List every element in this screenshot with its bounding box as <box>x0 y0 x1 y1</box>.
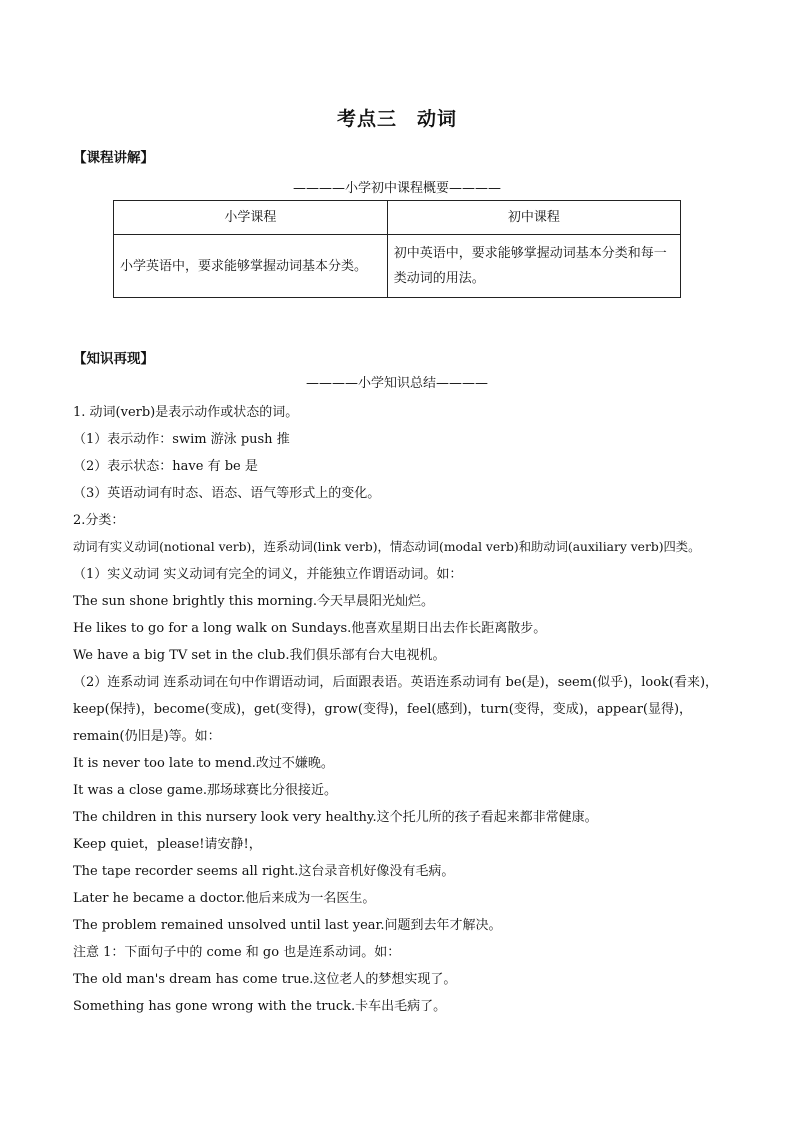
content-line: It is never too late to mend.改过不嫌晚。 <box>73 756 334 771</box>
table-header-junior: 初中课程 <box>387 201 680 235</box>
section-heading-knowledge: 【知识再现】 <box>73 351 154 367</box>
content-line: （2）表示状态：have 有 be 是 <box>73 459 258 474</box>
content-paragraph: （2）连系动词 连系动词在句中作谓语动词，后面跟表语。英语连系动词有 be(是)，seem(似乎)，look(看来)，keep(保持)，become(变成)，get(变得)，grow(变得)，feel(感到)，turn(变得，变成)，appear(显得)，remain(仍旧是)等。如： <box>73 675 719 744</box>
section-heading-course: 【课程讲解】 <box>73 150 154 166</box>
content-line: The sun shone brightly this morning.今天早晨阳光灿烂。 <box>73 594 435 609</box>
knowledge-content <box>73 399 723 1020</box>
content-line: The problem remained unsolved until last year.问题到去年才解决。 <box>73 918 502 933</box>
content-line: Keep quiet，please!请安静!， <box>73 837 262 852</box>
content-line: 注意 1：下面句子中的 come 和 go 也是连系动词。如： <box>73 945 401 960</box>
content-line: 2.分类： <box>73 513 125 528</box>
content-line: We have a big TV set in the club.我们俱乐部有台大电视机。 <box>73 648 446 663</box>
table-row <box>114 235 681 298</box>
content-line: The tape recorder seems all right.这台录音机好像没有毛病。 <box>73 864 455 879</box>
content-line: The old man's dream has come true.这位老人的梦想实现了。 <box>73 972 457 987</box>
page-title: 考点三 动词 <box>336 108 457 130</box>
course-overview-table <box>113 200 681 298</box>
content-line: It was a close game.那场球赛比分很接近。 <box>73 783 338 798</box>
table-header-primary: 小学课程 <box>114 201 388 235</box>
table-header-row <box>114 201 681 235</box>
table-cell-primary: 小学英语中，要求能够掌握动词基本分类。 <box>114 235 388 298</box>
content-line: The children in this nursery look very healthy.这个托儿所的孩子看起来都非常健康。 <box>73 810 598 825</box>
overview-caption: ————小学初中课程概要———— <box>292 181 501 196</box>
content-line: （1）实义动词 实义动词有完全的词义，并能独立作谓语动词。如： <box>73 567 463 582</box>
content-line: Something has gone wrong with the truck.卡车出毛病了。 <box>73 999 447 1014</box>
content-line: 动词有实义动词(notional verb)，连系动词(link verb)，情态动词(modal verb)和助动词(auxiliary verb)四类。 <box>73 540 701 554</box>
summary-caption: ————小学知识总结———— <box>305 376 488 391</box>
content-line: He likes to go for a long walk on Sundays.他喜欢星期日出去作长距离散步。 <box>73 621 547 636</box>
content-line: 1. 动词(verb)是表示动作或状态的词。 <box>73 405 299 420</box>
table-cell-junior: 初中英语中，要求能够掌握动词基本分类和每一类动词的用法。 <box>387 235 680 298</box>
content-line: （1）表示动作：swim 游泳 push 推 <box>73 432 290 447</box>
content-line: Later he became a doctor.他后来成为一名医生。 <box>73 891 376 906</box>
content-line: （3）英语动词有时态、语态、语气等形式上的变化。 <box>73 486 381 501</box>
